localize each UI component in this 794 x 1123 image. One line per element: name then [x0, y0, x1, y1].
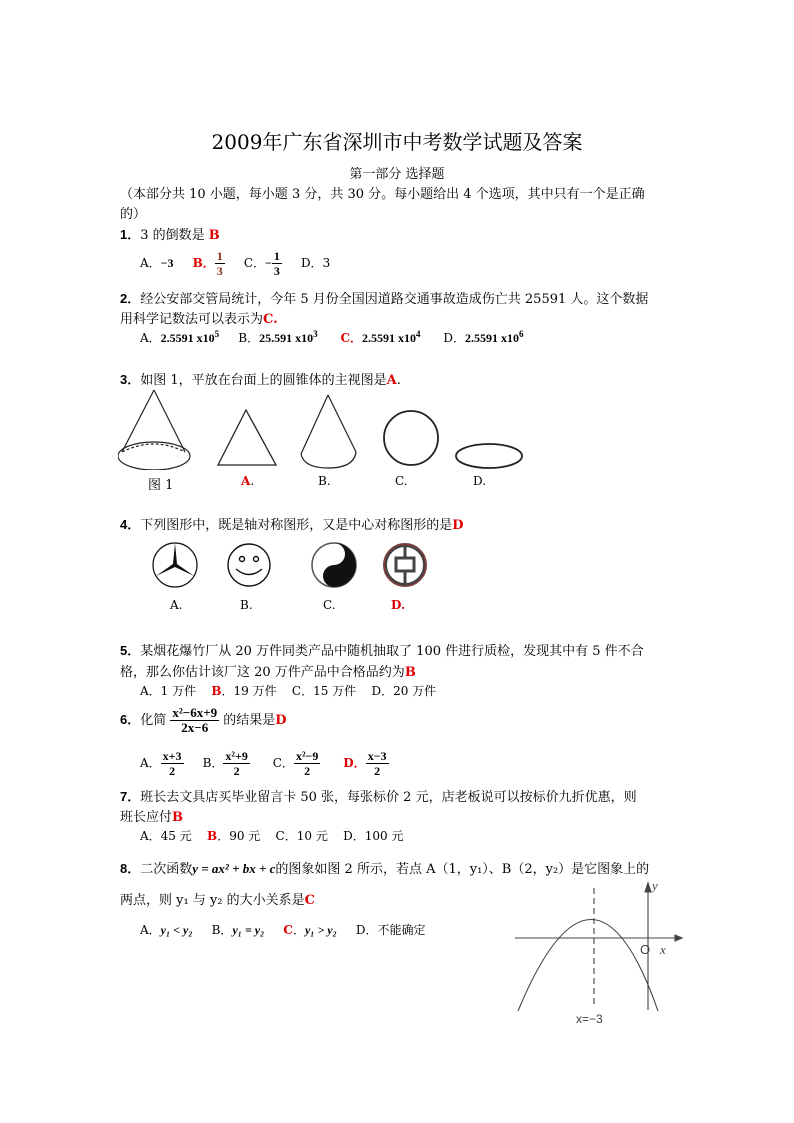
option-b: B．y₁ = y₂ — [211, 923, 265, 937]
answer-mark: B — [404, 665, 416, 680]
question-4: 4．下列图形中，既是轴对称图形，又是中心对称图形的是D — [120, 517, 464, 533]
answer-mark: C — [304, 893, 316, 908]
circle-icon — [384, 411, 438, 465]
cone-figure-1-icon — [118, 390, 190, 470]
option-d: D．20 万件 — [371, 684, 437, 698]
answer-mark: D — [275, 713, 287, 728]
question-8-line2: 两点，则 y₁ 与 y₂ 的大小关系是C — [120, 893, 316, 908]
question-text: 3 的倒数是 — [140, 228, 205, 243]
option-a: A． $\frac{x+3}{2}$ — [140, 749, 182, 778]
question-7-options — [140, 827, 403, 844]
cone-icon — [301, 395, 356, 468]
option-a: A．1 万件 — [140, 684, 197, 698]
answer-mark: A — [386, 373, 397, 388]
question-5-line1: 5．某烟花爆竹厂从 20 万件同类产品中随机抽取了 100 件进行质检，发现其中有 5 件不合 — [120, 643, 644, 659]
question-2-line1: 2．经公安部交管局统计，今年 5 月份全国因道路交通事故造成伤亡共 25591 人。这个数据 — [120, 291, 649, 307]
question-2-line2: 用科学记数法可以表示为C. — [120, 312, 278, 327]
option-a: A．−3 — [140, 256, 174, 270]
question-7-line2: 班长应付B — [120, 810, 184, 825]
question-3: 3．如图 1，平放在台面上的圆锥体的主视图是A. — [120, 372, 401, 388]
answer-mark: B — [208, 228, 220, 243]
option-b: B． $\frac{\text{x²+9}}{2}$ — [202, 749, 248, 778]
option-d: D． $\frac{x-3}{2}$ — [343, 749, 387, 778]
option-c: C. — [395, 474, 408, 488]
triangle-icon — [218, 410, 276, 465]
x-axis-label: x — [660, 942, 666, 957]
option-d: D．不能确定 — [355, 923, 426, 937]
option-c: C．10 元 — [275, 829, 328, 843]
option-d: D．3 — [300, 256, 331, 270]
answer-mark: C. — [263, 312, 278, 327]
smiley-face-icon — [228, 544, 270, 586]
option-d: D．100 元 — [343, 829, 404, 843]
option-a: A. — [170, 598, 183, 612]
option-a: A. — [241, 474, 255, 488]
answer-mark: D — [452, 518, 464, 533]
answer-mark: B — [172, 810, 184, 825]
question-number: 1． — [120, 227, 141, 242]
question-1 — [120, 224, 220, 243]
question-8-line1: 8．二次函数y = ax² + bx + c的图象如图 2 所示，若点 A（1，y₁）、B（2，y₂）是它图象上的 — [120, 861, 650, 877]
question-4-figures — [150, 540, 440, 592]
option-c: C. — [323, 598, 336, 612]
y-axis-label: y — [652, 878, 658, 893]
section-title: 第一部分 选择题 — [349, 167, 445, 182]
option-a: A．45 元 — [140, 829, 192, 843]
question-6: 6．化简 $\frac{\text{x²−6x+9}}{2x-6}$ 的结果是D — [120, 705, 287, 735]
option-a: A．2.5591 $x10^5$ — [140, 329, 220, 345]
option-b: B．25.591 $x10^3$ — [238, 329, 318, 345]
option-c: C．15 万件 — [291, 684, 357, 698]
question-3-figures — [118, 388, 558, 470]
question-5-line2: 格，那么你估计该厂这 20 万件产品中合格品约为B — [120, 665, 416, 680]
option-b: B． $\frac{1}{3}$ — [192, 249, 223, 278]
origin-label: O — [640, 942, 651, 957]
question-2-options — [140, 329, 524, 346]
question-8-options — [140, 921, 426, 938]
option-b: B．90 元 — [207, 829, 261, 843]
option-b: B. — [318, 474, 331, 488]
bank-of-china-logo-icon — [384, 544, 426, 586]
option-d: D. — [473, 474, 487, 488]
option-c: C．− $\frac{1}{3}$ — [243, 249, 280, 278]
option-d: D．2.5591 $x10^6$ — [443, 329, 524, 345]
three-point-star-icon — [153, 543, 197, 587]
option-c: C．2.5591 $x10^4$ — [340, 329, 421, 345]
question-1-options — [140, 249, 330, 278]
symmetry-axis-label: x=−3 — [576, 1012, 603, 1026]
figure-1-caption: 图 1 — [148, 478, 174, 493]
option-b: B. — [240, 598, 253, 612]
option-b: B．19 万件 — [211, 684, 277, 698]
option-c: C． $\frac{\text{x²−9}}{2}$ — [272, 749, 319, 778]
option-c: C．y₁ > y₂ — [283, 923, 337, 937]
parabola-graph — [510, 878, 690, 1028]
option-a: A．y₁ < y₂ — [140, 923, 193, 937]
question-5-options — [140, 682, 436, 699]
ellipse-icon — [456, 444, 522, 468]
option-d: D. — [391, 598, 406, 612]
yin-yang-icon — [312, 543, 356, 587]
question-7-line1: 7．班长去文具店买毕业留言卡 50 张，每张标价 2 元，店老板说可以按标价九折优惠，则 — [120, 789, 637, 805]
question-6-options — [140, 749, 389, 778]
section-intro-line2: 的） — [120, 207, 147, 222]
section-intro-line1: （本部分共 10 小题，每小题 3 分，共 30 分。每小题给出 4 个选项，其中只有一个是正确 — [120, 187, 645, 202]
page-title: 2009年广东省深圳市中考数学试题及答案 — [211, 130, 583, 154]
